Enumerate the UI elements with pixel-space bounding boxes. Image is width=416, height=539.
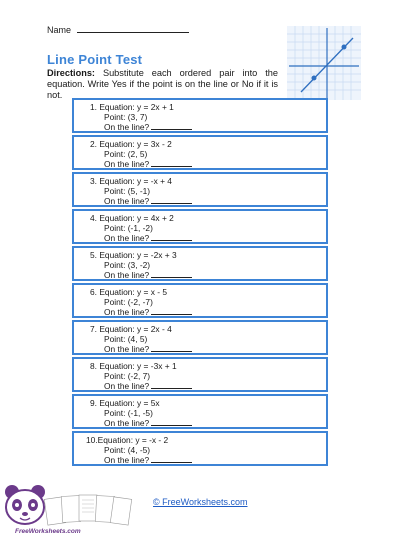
problem-box — [72, 98, 328, 133]
answer-blank[interactable] — [151, 233, 192, 241]
problem-equation: 6. Equation: y = x - 5 — [90, 287, 168, 297]
answer-blank[interactable] — [151, 455, 192, 463]
problem-equation: 3. Equation: y = -x + 4 — [90, 176, 172, 186]
answer-blank[interactable] — [151, 307, 192, 315]
answer-blank[interactable] — [151, 270, 192, 278]
problem-box — [72, 394, 328, 429]
problem-question: On the line? — [104, 196, 192, 206]
problem-list — [72, 98, 328, 468]
problem-point: Point: (-2, -7) — [104, 297, 153, 307]
graph-icon — [287, 26, 361, 100]
problem-point: Point: (3, -2) — [104, 260, 151, 270]
problem-equation: 2. Equation: y = 3x - 2 — [90, 139, 172, 149]
problem-point: Point: (-2, 7) — [104, 371, 151, 381]
problem-question: On the line? — [104, 307, 192, 317]
problem-point: Point: (-1, -2) — [104, 223, 153, 233]
problem-point: Point: (3, 7) — [104, 112, 148, 122]
problem-point: Point: (5, -1) — [104, 186, 151, 196]
problem-point: Point: (4, -5) — [104, 445, 151, 455]
problem-equation: 4. Equation: y = 4x + 2 — [90, 213, 174, 223]
problem-question: On the line? — [104, 270, 192, 280]
problem-question: On the line? — [104, 344, 192, 354]
name-blank[interactable] — [77, 24, 189, 33]
problem-box — [72, 135, 328, 170]
problem-box — [72, 172, 328, 207]
problem-box — [72, 209, 328, 244]
problem-box — [72, 283, 328, 318]
name-row — [47, 24, 189, 35]
problem-point: Point: (2, 5) — [104, 149, 148, 159]
problem-box — [72, 246, 328, 281]
logo-text: FreeWorksheets.com — [15, 528, 81, 535]
problem-equation: 9. Equation: y = 5x — [90, 398, 160, 408]
answer-blank[interactable] — [151, 418, 192, 426]
answer-blank[interactable] — [151, 159, 192, 167]
problem-question: On the line? — [104, 233, 192, 243]
page-title: Line Point Test — [47, 52, 143, 67]
problem-question: On the line? — [104, 455, 192, 465]
problem-equation: 5. Equation: y = -2x + 3 — [90, 250, 177, 260]
problem-equation: 7. Equation: y = 2x - 4 — [90, 324, 172, 334]
name-label: Name — [47, 25, 72, 35]
problem-question: On the line? — [104, 418, 192, 428]
footer-link[interactable]: © FreeWorksheets.com — [153, 497, 248, 507]
answer-blank[interactable] — [151, 381, 192, 389]
answer-blank[interactable] — [151, 196, 192, 204]
problem-equation: 1. Equation: y = 2x + 1 — [90, 102, 174, 112]
problem-equation: 8. Equation: y = -3x + 1 — [90, 361, 177, 371]
problem-question: On the line? — [104, 381, 192, 391]
problem-box — [72, 431, 328, 466]
worksheet-thumbnails-icon — [44, 492, 134, 528]
problem-question: On the line? — [104, 159, 192, 169]
problem-box — [72, 320, 328, 355]
answer-blank[interactable] — [151, 122, 192, 130]
answer-blank[interactable] — [151, 344, 192, 352]
problem-box — [72, 357, 328, 392]
directions-text: Substitute each ordered pair into the equation. Write Yes if the point is on the line or No if it is not. — [47, 68, 278, 100]
problem-point: Point: (-1, -5) — [104, 408, 153, 418]
problem-question: On the line? — [104, 122, 192, 132]
directions-label: Directions: — [47, 68, 95, 78]
directions — [47, 68, 278, 101]
problem-equation: 10.Equation: y = -x - 2 — [86, 435, 169, 445]
problem-point: Point: (4, 5) — [104, 334, 148, 344]
panda-logo-icon — [3, 483, 47, 533]
